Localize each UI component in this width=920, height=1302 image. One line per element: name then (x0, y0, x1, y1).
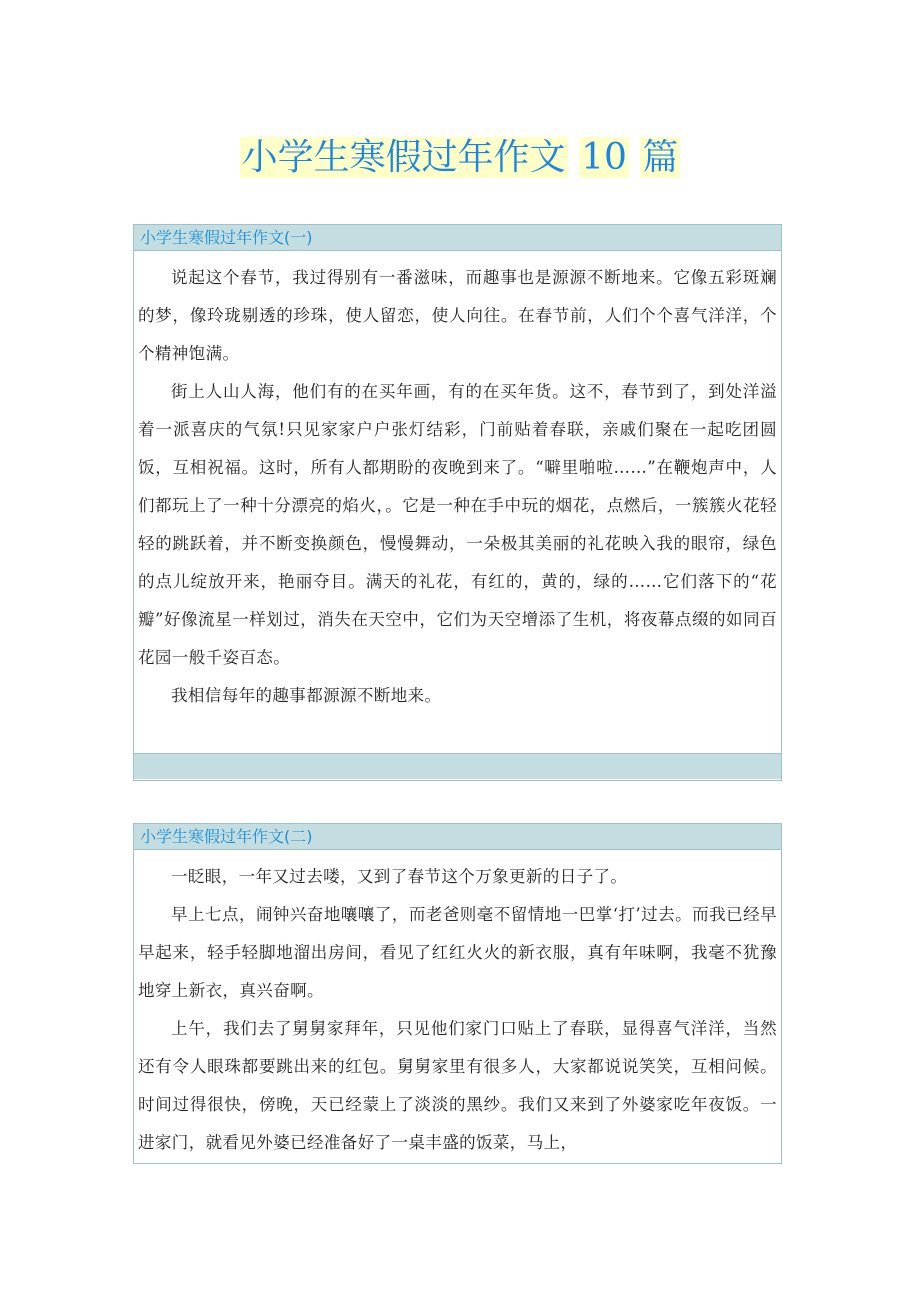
section-footer-band (134, 753, 781, 779)
paragraph: 早上七点，闹钟兴奋地嚷嚷了，而老爸则毫不留情地一巴掌‘打’过去。而我已经早早起来，轻手轻脚地溜出房间，看见了红红火火的新衣服，真有年味啊，我毫不犹豫地穿上新衣，真兴奋啊。 (138, 905, 777, 1000)
paragraph: 街上人山人海，他们有的在买年画，有的在买年货。这不，春节到了，到处洋溢着一派喜庆的气氛!只见家家户户张灯结彩，门前贴着春联，亲戚们聚在一起吃团圆饭，互相祝福。这时，所有人都期盼的夜晚到来了。“噼里啪啦……”在鞭炮声中，人们都玩上了一种十分漂亮的焰火，。它是一种在手中玩的烟花，点燃后，一簇簇火花轻轻的跳跃着，并不断变换颜色，慢慢舞动，一朵极其美丽的礼花映入我的眼帘，绿色的点儿绽放开来，艳丽夺目。满天的礼花，有红的，黄的，绿的……它们落下的“花瓣”好像流星一样划过，消失在天空中，它们为天空增添了生机，将夜幕点缀的如同百花园一般千姿百态。 (138, 382, 777, 667)
paragraph: 说起这个春节，我过得别有一番滋味，而趣事也是源源不断地来。它像五彩斑斓的梦，像玲珑剔透的珍珠，使人留恋，使人向往。在春节前，人们个个喜气洋洋，个个精神饱满。 (138, 268, 777, 363)
title-number: 10 (581, 137, 627, 178)
section-body (134, 251, 781, 753)
page-title (240, 134, 681, 182)
section-body (134, 850, 781, 1162)
paragraph: 上午，我们去了舅舅家拜年，只见他们家门口贴上了春联，显得喜气洋洋，当然还有令人眼珠都要跳出来的红包。舅舅家里有很多人，大家都说说笑笑，互相问候。时间过得很快，傍晚，天已经蒙上了淡淡的黑纱。我们又来到了外婆家吃年夜饭。一进家门，就看见外婆已经准备好了一桌丰盛的饭菜，马上， (138, 1019, 777, 1152)
title-text: 小学生寒假过年作文 (241, 137, 566, 178)
essay-section-2 (133, 823, 782, 1164)
paragraph: 一眨眼，一年又过去喽，又到了春节这个万象更新的日子了。 (171, 867, 628, 886)
title-suffix: 篇 (642, 137, 679, 178)
section-heading: 小学生寒假过年作文(一) (134, 225, 781, 251)
page-title-wrap (0, 134, 920, 182)
paragraph: 我相信每年的趣事都源源不断地来。 (171, 686, 442, 705)
essay-section-1 (133, 224, 782, 781)
section-heading: 小学生寒假过年作文(二) (134, 824, 781, 850)
